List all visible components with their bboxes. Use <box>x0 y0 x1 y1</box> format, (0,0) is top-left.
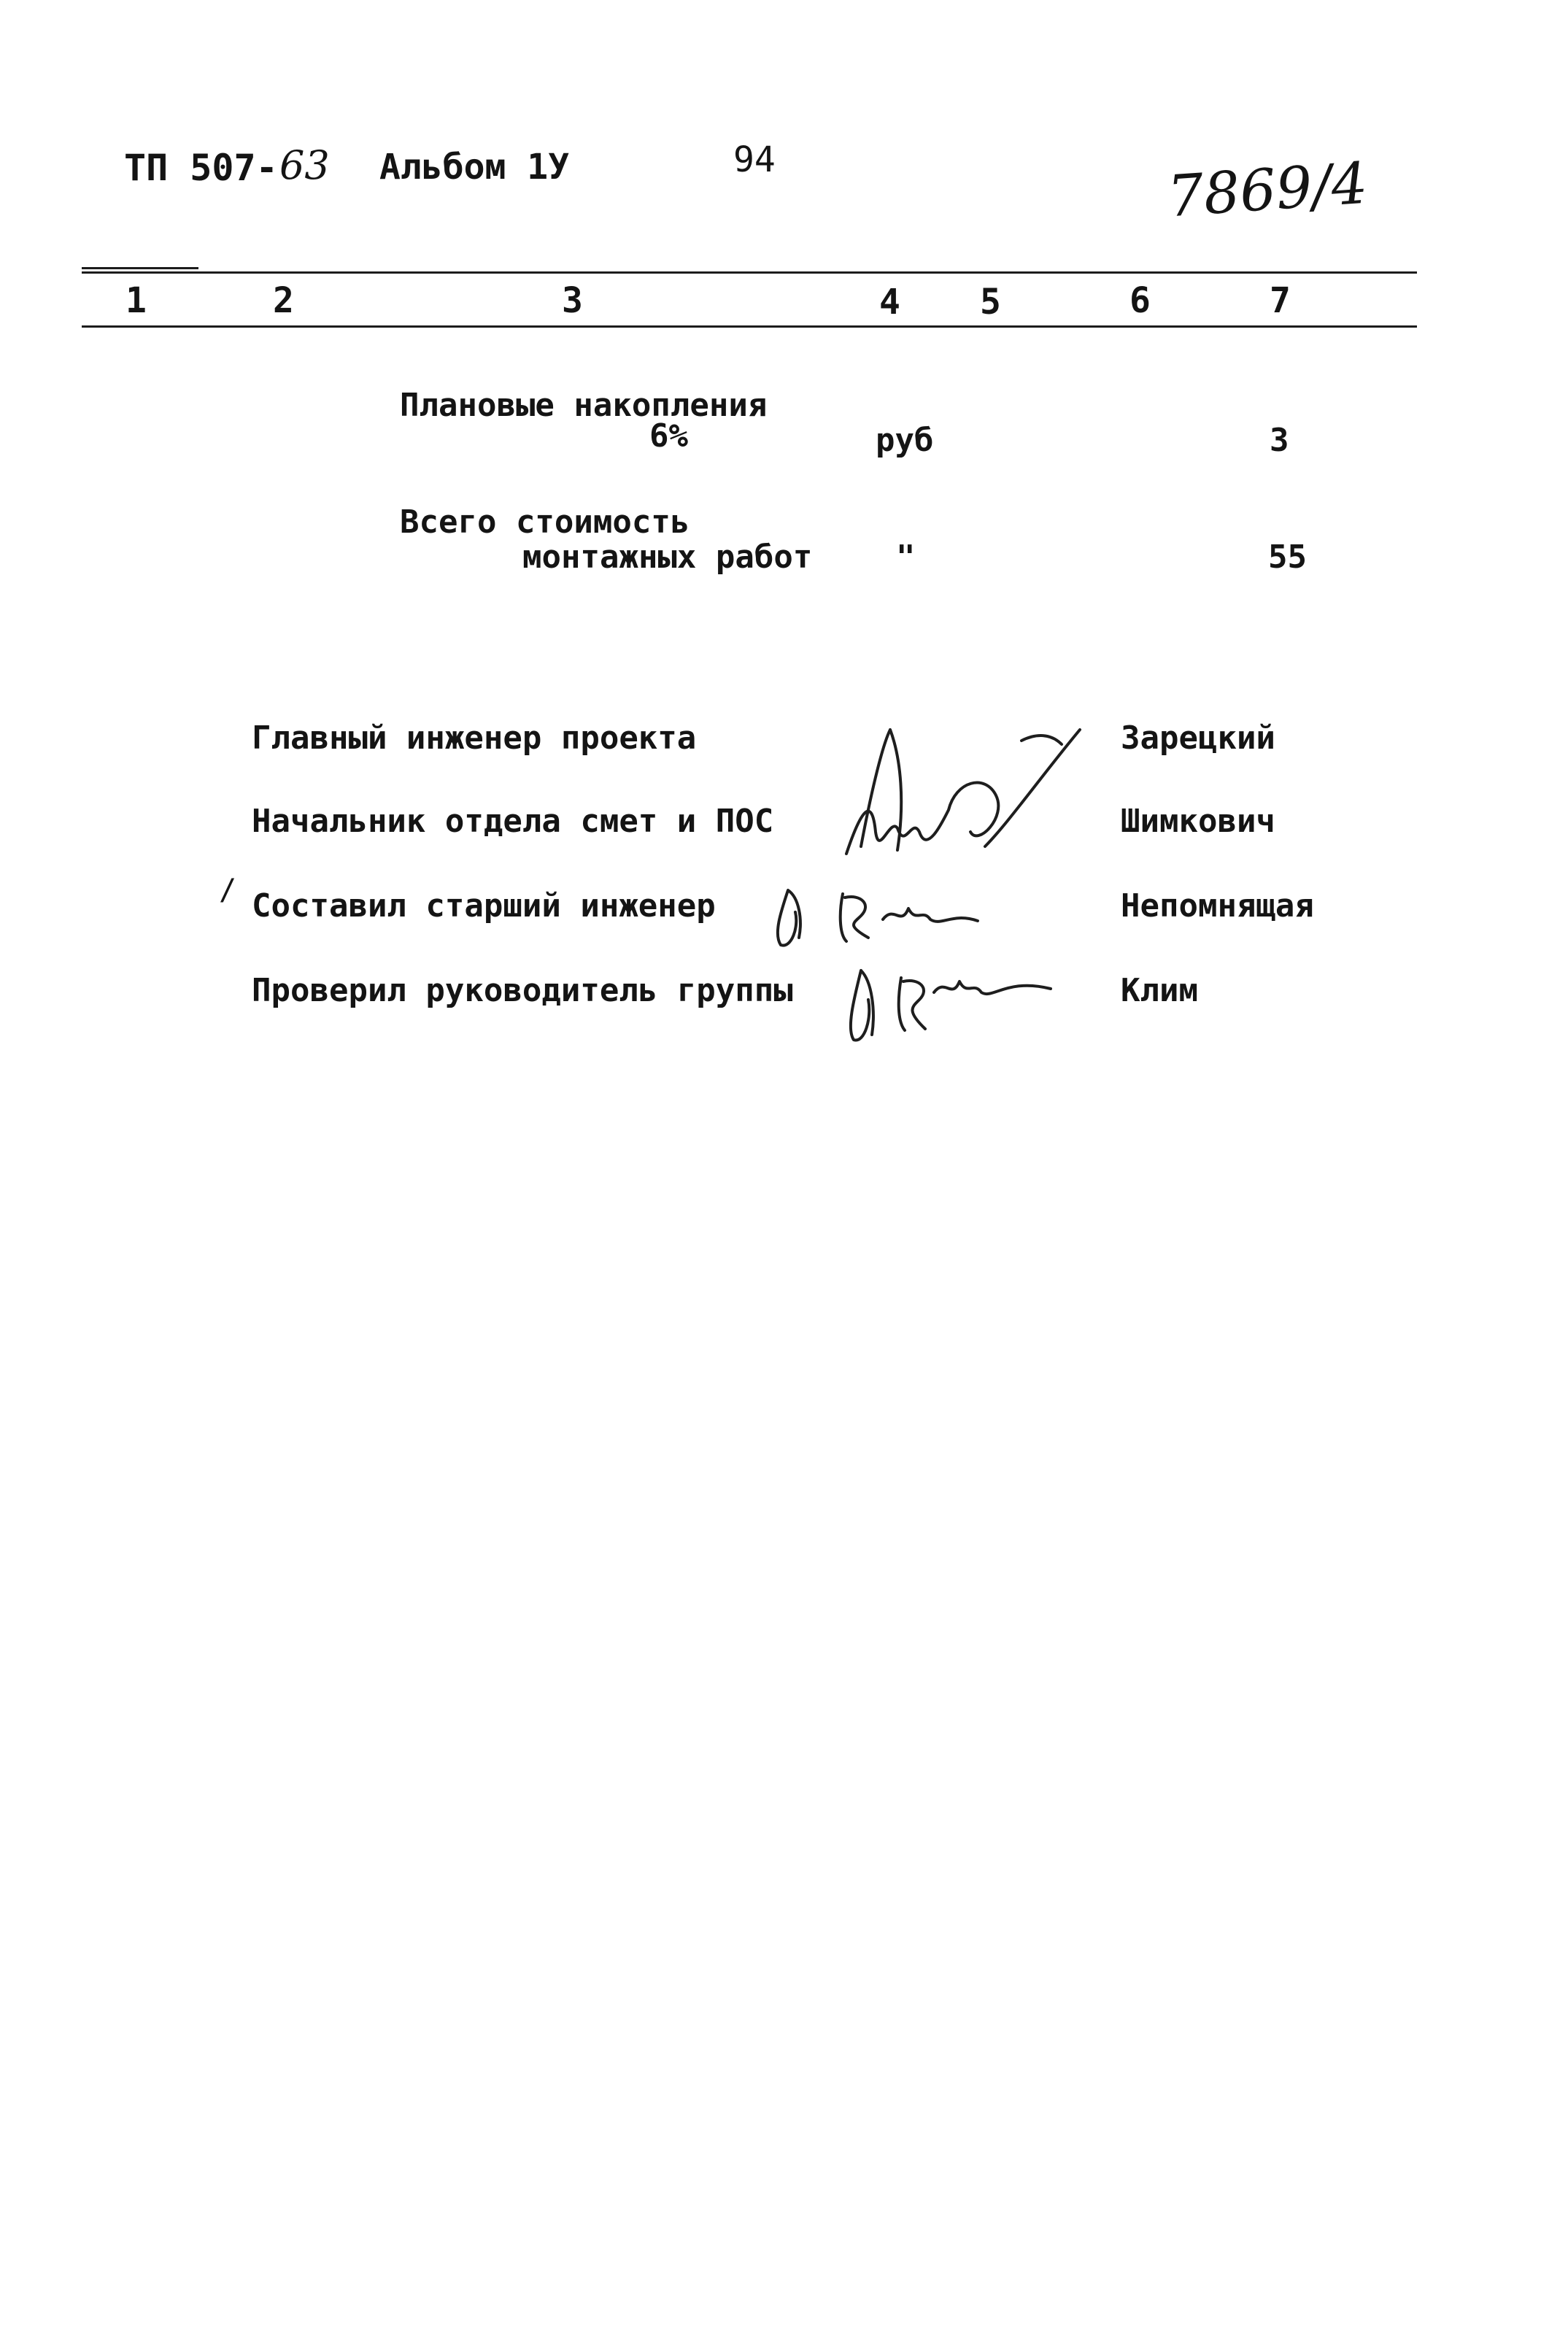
column-header-5: 5 <box>980 282 1001 323</box>
row-name-line2: монтажных работ <box>522 539 813 576</box>
document-code: ТП 507- <box>124 147 278 189</box>
signatory-name: Шимкович <box>1121 803 1275 840</box>
header-rule-top <box>82 271 1417 274</box>
column-header-2: 2 <box>273 280 294 321</box>
column-header-1: 1 <box>125 280 147 321</box>
row-unit: " <box>896 539 916 576</box>
header-rule-bottom <box>82 325 1417 328</box>
column-header-4: 4 <box>879 282 900 323</box>
signatory-name: Зарецкий <box>1121 719 1275 757</box>
row-value: 3 <box>1270 422 1289 459</box>
compiler-signature <box>759 868 1021 956</box>
page-number: 94 <box>733 139 776 180</box>
header-rule-short <box>82 267 198 269</box>
column-header-3: 3 <box>562 280 583 321</box>
row-name-line2: 6% <box>649 417 688 455</box>
row-name-line1: Плановые накопления <box>400 387 768 424</box>
column-header-7: 7 <box>1270 280 1291 321</box>
signatory-role: Проверил руководитель группы <box>252 972 793 1009</box>
row-value: 55 <box>1268 539 1307 576</box>
album-label: Альбом 1У <box>379 147 570 188</box>
signatory-role: Составил старший инженер <box>252 887 716 925</box>
row-name-line1: Всего стоимость <box>400 503 690 541</box>
row-unit: руб <box>876 422 934 459</box>
archive-number: 7869/4 <box>1165 150 1370 231</box>
reviewer-signature <box>839 949 1087 1051</box>
signatory-role: Главный инженер проекта <box>252 719 697 757</box>
document-code-handwritten: 63 <box>279 142 330 188</box>
signatory-role: Начальник отдела смет и ПОС <box>252 803 774 840</box>
column-header-6: 6 <box>1129 280 1151 321</box>
chief-engineer-signature <box>803 701 1109 890</box>
signatory-name: Клим <box>1121 972 1198 1009</box>
tick-mark: / <box>219 873 237 907</box>
signatory-name: Непомнящая <box>1121 887 1314 925</box>
